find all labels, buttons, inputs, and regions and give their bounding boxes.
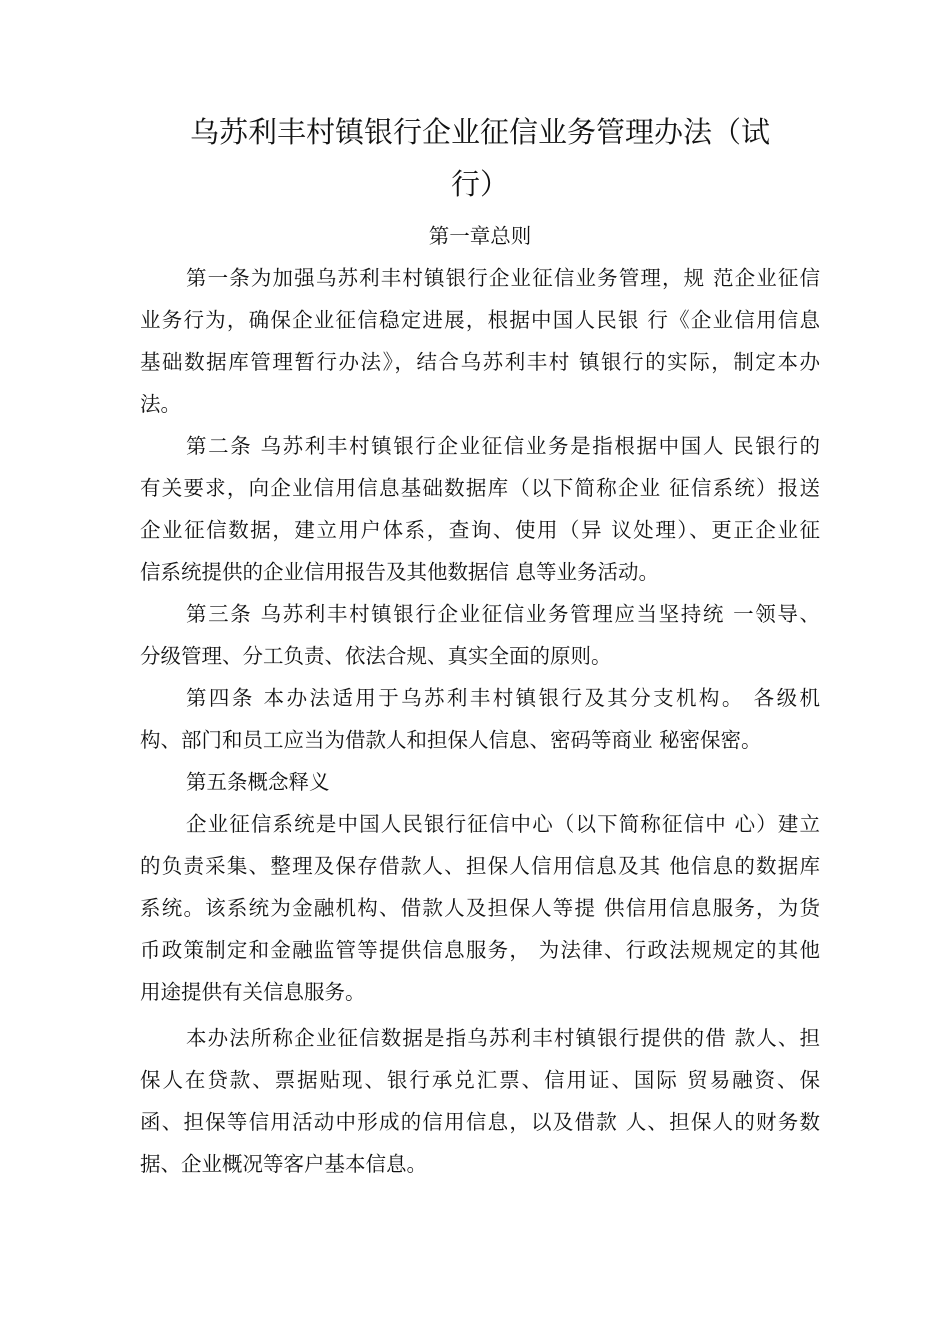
paragraph-line: 本办法所称企业征信数据是指乌苏利丰村镇银行提供的借 款人、担 [186, 1026, 820, 1050]
paragraph-line: 分级管理、分工负责、依法合规、真实全面的原则。 [140, 644, 612, 668]
paragraph-line: 业务行为，确保企业征信稳定进展，根据中国人民银 行《企业信用信息 [140, 308, 820, 332]
paragraph-line: 第四条 本办法适用于乌苏利丰村镇银行及其分支机构。 各级机 [186, 686, 820, 710]
paragraph-line: 第三条 乌苏利丰村镇银行企业征信业务管理应当坚持统 一领导、 [186, 602, 820, 626]
paragraph-line: 据、企业概况等客户基本信息。 [140, 1152, 427, 1176]
document-title-line-2: 行） [450, 167, 509, 201]
paragraph-line: 币政策制定和金融监管等提供信息服务， 为法律、行政法规规定的其他 [140, 938, 820, 962]
paragraph-line: 企业征信数据，建立用户体系，查询、使用（异 议处理）、更正企业征 [140, 518, 820, 542]
paragraph-line: 有关要求，向企业信用信息基础数据库（以下简称企业 征信系统）报送 [140, 476, 820, 500]
paragraph-line: 第一条为加强乌苏利丰村镇银行企业征信业务管理，规 范企业征信 [186, 266, 820, 290]
paragraph-line: 法。 [140, 392, 181, 416]
paragraph-line: 企业征信系统是中国人民银行征信中心（以下简称征信中 心）建立 [186, 812, 820, 836]
paragraph-line: 信系统提供的企业信用报告及其他数据信 息等业务活动。 [140, 560, 660, 584]
paragraph-line: 第二条 乌苏利丰村镇银行企业征信业务是指根据中国人 民银行的 [186, 434, 820, 458]
document-title-line-1: 乌苏利丰村镇银行企业征信业务管理办法（试 [189, 115, 770, 149]
paragraph-line: 构、部门和员工应当为借款人和担保人信息、密码等商业 秘密保密。 [140, 728, 762, 752]
paragraph-line: 系统。该系统为金融机构、借款人及担保人等提 供信用信息服务，为货 [140, 896, 820, 920]
paragraph-line: 用途提供有关信息服务。 [140, 980, 366, 1004]
paragraph-line: 函、担保等信用活动中形成的信用信息，以及借款 人、担保人的财务数 [140, 1110, 820, 1134]
article-heading: 第五条概念释义 [186, 770, 330, 794]
paragraph-line: 基础数据库管理暂行办法》，结合乌苏利丰村 镇银行的实际，制定本办 [140, 350, 820, 374]
paragraph-line: 保人在贷款、票据贴现、银行承兑汇票、信用证、国际 贸易融资、保 [140, 1068, 820, 1092]
chapter-heading: 第一章总则 [428, 224, 532, 248]
paragraph-line: 的负责采集、整理及保存借款人、担保人信用信息及其 他信息的数据库 [140, 854, 820, 878]
